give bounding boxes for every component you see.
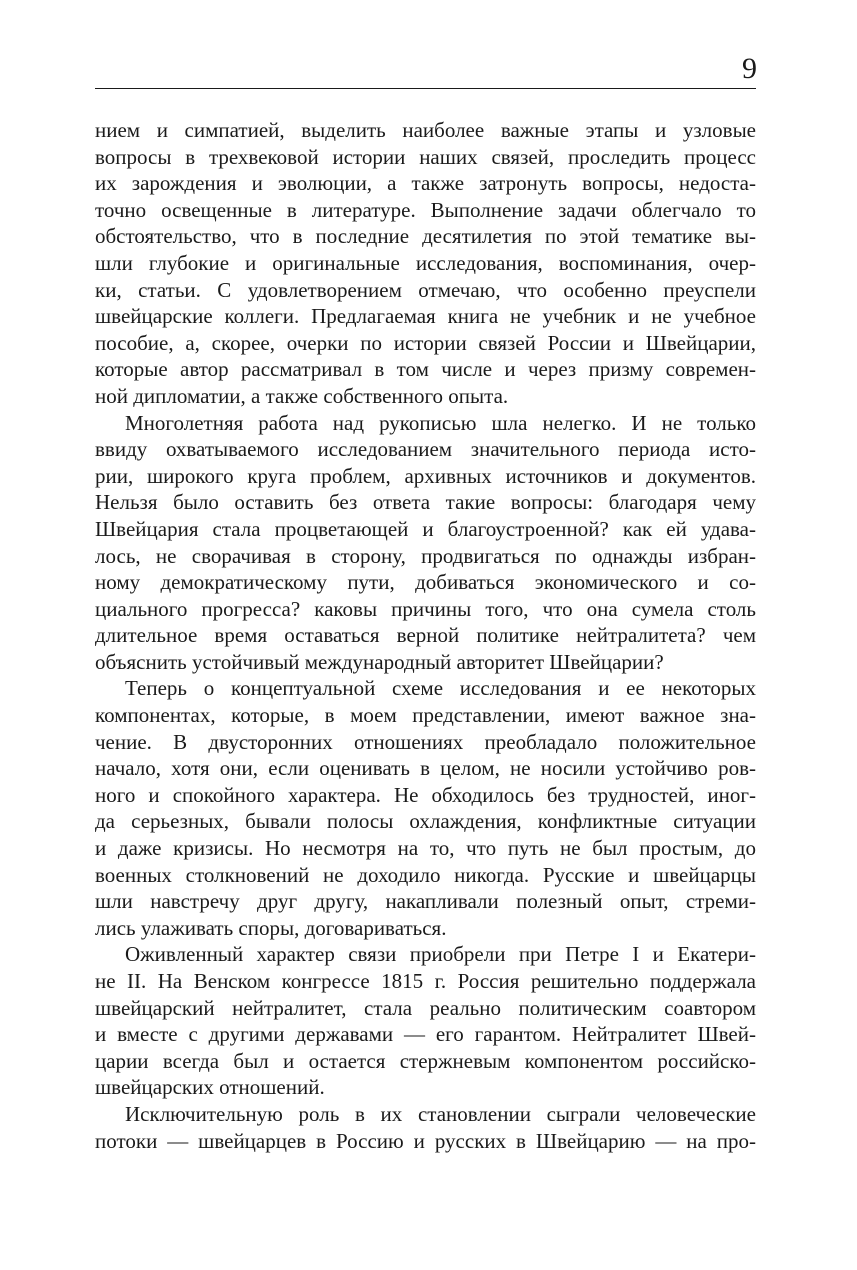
text-line: циального прогресса? каковы причины того, что она сумела столь <box>95 596 756 621</box>
text-line: вопросы в трехвековой истории наших связей, проследить процесс <box>95 144 756 169</box>
text-line: и вместе с другими державами — его гарантом. Нейтралитет Швей- <box>95 1022 756 1047</box>
text-line: швейцарские коллеги. Предлагаемая книга не учебник и не учебное <box>95 304 756 329</box>
text-line: не II. На Венском конгрессе 1815 г. Россия решительно поддержала <box>95 969 756 993</box>
text-line: ввиду охватываемого исследованием значительного периода исто- <box>95 437 756 462</box>
text-line: лись улаживать споры, договариваться. <box>95 915 447 940</box>
text-line: пособие, а, скорее, очерки по истории связей России и Швейцарии, <box>95 330 756 355</box>
text-line: шли навстречу друг другу, накапливали полезный опыт, стреми- <box>95 889 756 914</box>
text-line: которые автор рассматривал в том числе и через призму современ- <box>95 357 756 382</box>
paragraph <box>95 410 756 676</box>
text-line: и даже кризисы. Но несмотря на то, что путь не был простым, до <box>95 836 756 861</box>
text-line: да серьезных, бывали полосы охлаждения, конфликтные ситуации <box>95 809 756 834</box>
page-number: 9 <box>742 52 757 85</box>
text-line: чение. В двусторонних отношениях преобладало положительное <box>95 729 756 754</box>
text-line: ки, статьи. С удовлетворением отмечаю, что особенно преуспели <box>95 277 756 302</box>
text-line: начало, хотя они, если оценивать в целом, не носили устойчиво ров- <box>95 756 756 781</box>
text-line: швейцарский нейтралитет, стала реально политическим соавтором <box>95 995 756 1020</box>
text-line: ной дипломатии, а также собственного опыта. <box>95 383 509 408</box>
paragraph <box>95 117 756 410</box>
text-line: Оживленный характер связи приобрели при Петре I и Екатери- <box>125 942 756 967</box>
text-line: рии, широкого круга проблем, архивных источников и документов. <box>95 463 756 488</box>
text-line: Швейцария стала процветающей и благоустроенной? как ей удава- <box>95 516 756 541</box>
text-line: швейцарских отношений. <box>95 1075 325 1100</box>
text-line: объяснить устойчивый международный авторитет Швейцарии? <box>95 649 664 674</box>
paragraph <box>95 941 756 1101</box>
text-line: Исключительную роль в их становлении сыграли человеческие <box>125 1101 756 1126</box>
text-line: компонентах, которые, в моем представлении, имеют важное зна- <box>95 703 756 728</box>
text-line: обстоятельство, что в последние десятилетия по этой тематике вы- <box>95 224 756 249</box>
text-line: их зарождения и эволюции, а также затронуть вопросы, недоста- <box>95 171 756 196</box>
text-line: военных столкновений не доходило никогда. Русские и швейцарцы <box>95 862 756 887</box>
paragraph <box>95 675 756 941</box>
text-line: потоки — швейцарцев в Россию и русских в Швейцарию — на про- <box>95 1128 756 1153</box>
text-line: лось, не сворачивая в сторону, продвигаться по однажды избран- <box>95 543 756 568</box>
text-line: точно освещенные в литературе. Выполнение задачи облегчало то <box>95 197 756 222</box>
text-line: Теперь о концептуальной схеме исследования и ее некоторых <box>125 676 756 701</box>
text-line: царии всегда был и остается стержневым компонентом российско- <box>95 1048 756 1073</box>
paragraph <box>95 1101 756 1154</box>
header-rule <box>95 88 756 89</box>
text-line: ного и спокойного характера. Не обходилось без трудностей, иног- <box>95 782 756 807</box>
text-line: шли глубокие и оригинальные исследования, воспоминания, очер- <box>95 250 756 275</box>
text-line: длительное время оставаться верной политике нейтралитета? чем <box>95 623 756 648</box>
text-line: Нельзя было оставить без ответа такие вопросы: благодаря чему <box>95 490 756 515</box>
body-text <box>95 117 756 1154</box>
text-line: нием и симпатией, выделить наиболее важные этапы и узловые <box>95 118 756 142</box>
text-line: Многолетняя работа над рукописью шла нелегко. И не только <box>125 410 756 435</box>
text-line: ному демократическому пути, добиваться экономического и со- <box>95 570 756 595</box>
